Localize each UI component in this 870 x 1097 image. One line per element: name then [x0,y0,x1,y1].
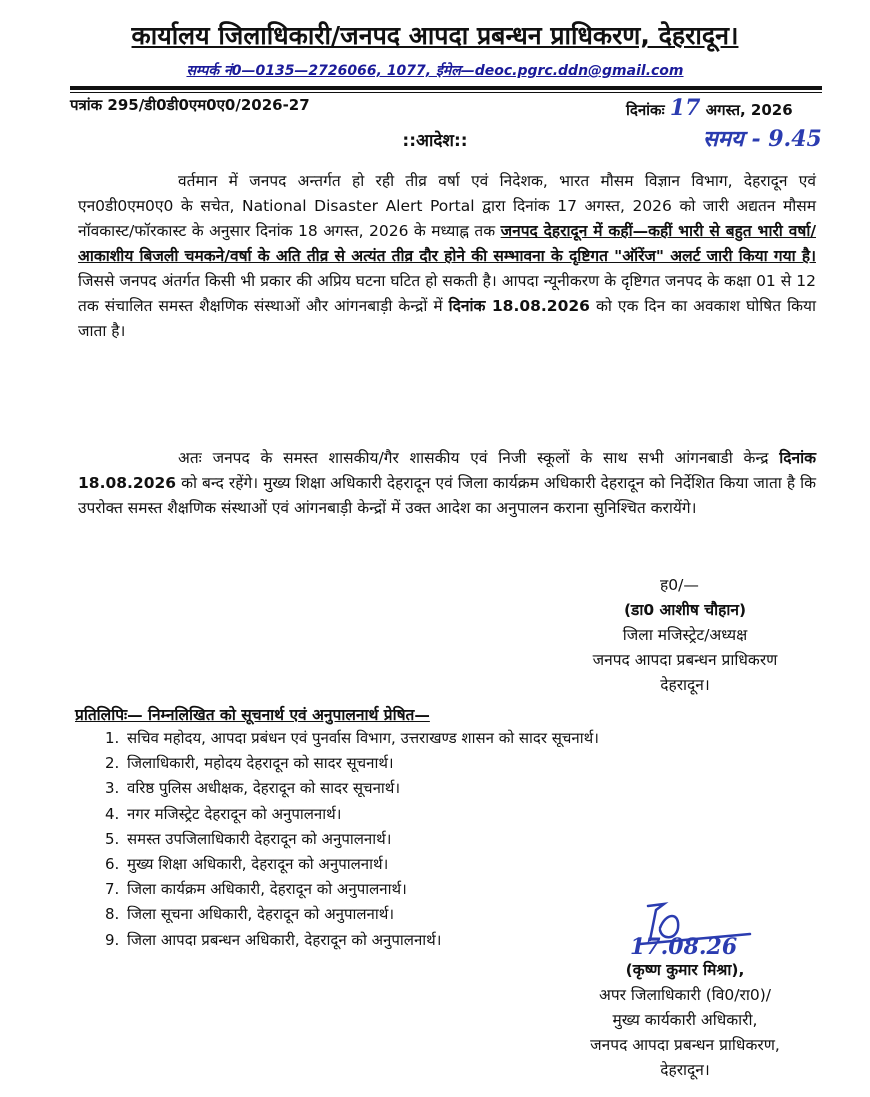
time-handwritten: समय - 9.45 [703,126,822,152]
list-item: 8. जिला सूचना अधिकारी, देहरादून को अनुपालनार्थ। [105,905,395,924]
signature-block-adm [520,958,850,1083]
list-item: 2. जिलाधिकारी, महोदय देहरादून को सादर सूचनार्थ। [105,754,394,773]
adm-designation-2: मुख्य कार्यकारी अधिकारी, [612,1011,758,1029]
adm-name: (कृष्ण कुमार मिश्रा), [625,961,745,979]
copy-to-heading: प्रतिलिपिः— निम्नलिखित को सूचनार्थ एवं अनुपालनार्थ प्रेषित— [75,706,430,724]
date-day-handwritten: 17 [669,95,701,121]
adm-place: देहरादून। [660,1061,710,1079]
office-title: कार्यालय जिलाधिकारी/जनपद आपदा प्रबन्धन प्राधिकरण, देहरादून। [131,21,739,50]
signature-block-dm [520,573,850,698]
dm-designation-2: जनपद आपदा प्रबन्धन प्राधिकरण [592,651,778,669]
adm-designation-1: अपर जिलाधिकारी (वि0/रा0)/ [599,986,771,1004]
paragraph-1 [78,169,816,344]
header-divider-thin [70,92,822,93]
date-label: दिनांकः [626,101,665,119]
order-heading: ::आदेश:: [402,131,468,151]
contact-line: सम्पर्क नं0—0135—2726066, 1077, ईमेल—deoc.pgrc.ddn@gmail.com [186,63,684,79]
signed-initials: ह0/— [660,576,699,594]
para1-alert-text: जनपद देहरादून में कहीं—कहीं भारी से बहुत भारी वर्षा/आकाशीय बिजली चमकने/वर्षा के अति तीव्र से अत्यंत तीव्र दौर होने की सम्भावना के दृष्टिगत "ऑरेंज" अलर्ट जारी किया गया है। [78,222,816,265]
dm-designation-1: जिला मजिस्ट्रेट/अध्यक्ष [622,626,748,644]
copy-to-list [105,726,599,953]
list-item: 3. वरिष्ठ पुलिस अधीक्षक, देहरादून को सादर सूचनार्थ। [105,779,401,798]
header-divider [70,86,822,90]
adm-designation-3: जनपद आपदा प्रबन्धन प्राधिकरण, [590,1036,780,1054]
para1-holiday-date: दिनांक 18.08.2026 [448,297,590,315]
paragraph-2 [78,446,816,521]
reference-number: पत्रांक 295/डी0डी0एम0ए0/2026-27 [70,96,310,114]
list-item: 4. नगर मजिस्ट्रेट देहरादून को अनुपालनार्थ। [105,804,342,823]
list-item: 5. समस्त उपजिलाधिकारी देहरादून को अनुपालनार्थ। [105,829,392,848]
dm-place: देहरादून। [660,676,710,694]
dm-name: (डा0 आशीष चौहान) [623,601,747,619]
signature-date-handwritten: 17.08.26 [630,934,738,960]
para2-text-c: को बन्द रहेंगे। मुख्य शिक्षा अधिकारी देहरादून एवं जिला कार्यक्रम अधिकारी देहरादून को निर्देशित किया जाता है कि उपरोक्त समस्त शैक्षणिक संस्थाओं एवं आंगनबाड़ी केन्द्रों में उक्त आदेश का अनुपालन कराना सुनिश्चित करायेंगे। [78,474,816,517]
date-rest: अगस्त, 2026 [705,101,793,119]
letter-date [626,95,793,121]
list-item: 7. जिला कार्यक्रम अधिकारी, देहरादून को अनुपालनार्थ। [105,880,407,899]
para2-closure-date: दिनांक 18.08.2026 [78,449,816,492]
list-item: 1. सचिव महोदय, आपदा प्रबंधन एवं पुनर्वास विभाग, उत्तराखण्ड शासन को सादर सूचनार्थ। [105,729,599,747]
para1-text-c: जिससे जनपद अंतर्गत किसी भी प्रकार की अप्रिय घटना घटित हो सकती है। आपदा न्यूनीकरण के दृष्टिगत जनपद के कक्षा 01 से 12 तक संचालित समस्त शैक्षणिक संस्थाओं और आंगनबाड़ी केन्द्रों में [78,272,816,315]
list-item: 9. जिला आपदा प्रबन्धन अधिकारी, देहरादून को अनुपालनार्थ। [105,930,442,949]
para1-text-e: को एक दिन का अवकाश घोषित किया जाता है। [78,297,816,340]
list-item: 6. मुख्य शिक्षा अधिकारी, देहरादून को अनुपालनार्थ। [105,855,389,874]
para1-text-a: वर्तमान में जनपद अन्तर्गत हो रही तीव्र वर्षा एवं निदेशक, भारत मौसम विज्ञान विभाग, देहरादून एवं एन0डी0एम0ए0 के सचेत, National Disaster Alert Portal द्वारा दिनांक 17 अगस्त, 2026 को जारी अद्यतन मौसम नॉवकास्ट/फॉरकास्ट के अनुसार दिनांक 18 अगस्त, 2026 के मध्याह्न तक [78,172,816,240]
para2-text-a: अतः जनपद के समस्त शासकीय/गैर शासकीय एवं निजी स्कूलों के साथ सभी आंगनबाडी केन्द्र [178,449,780,467]
